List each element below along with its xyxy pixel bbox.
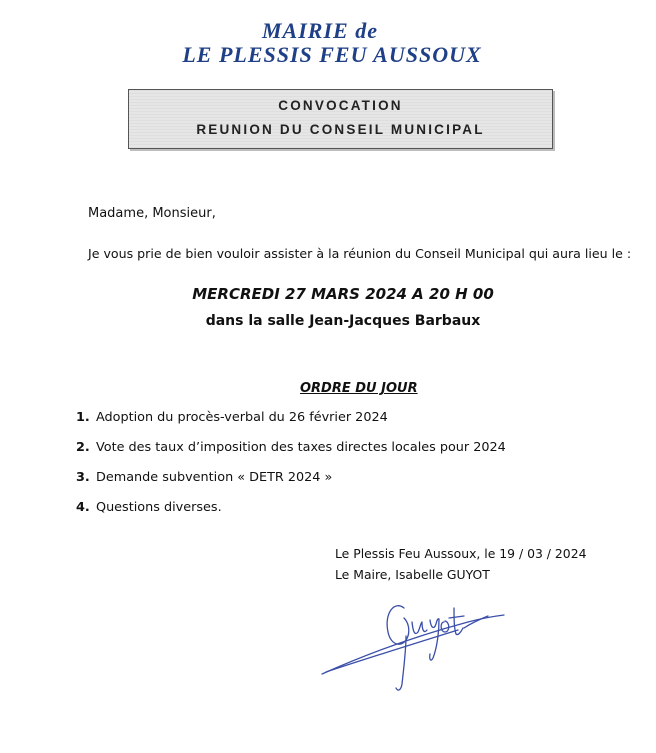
header-commune: LE PLESSIS FEU AUSSOUX (182, 42, 482, 67)
agenda-item-text: Demande subvention « DETR 2024 » (96, 470, 333, 485)
agenda-item-number: 2. (76, 440, 90, 455)
agenda-item (76, 470, 506, 500)
agenda-title: ORDRE DU JOUR (300, 381, 418, 396)
place-and-date: Le Plessis Feu Aussoux, le 19 / 03 / 2024 (335, 546, 587, 561)
agenda-item (76, 440, 506, 470)
header-mairie: MAIRIE de (262, 18, 378, 43)
title-box (128, 89, 553, 149)
agenda-item-number: 3. (76, 470, 90, 485)
signatory: Le Maire, Isabelle GUYOT (335, 567, 490, 582)
agenda-item-text: Vote des taux d’imposition des taxes directes locales pour 2024 (96, 440, 506, 455)
meeting-date: MERCREDI 27 MARS 2024 A 20 H 00 (192, 285, 494, 303)
agenda-item-text: Questions diverses. (96, 500, 222, 515)
agenda-item (76, 500, 506, 530)
agenda-list (76, 410, 506, 530)
salutation: Madame, Monsieur, (88, 206, 216, 221)
agenda-item (76, 410, 506, 440)
title-reunion: REUNION DU CONSEIL MUNICIPAL (196, 122, 485, 137)
title-convocation: CONVOCATION (278, 98, 403, 113)
agenda-item-number: 4. (76, 500, 90, 515)
agenda-item-number: 1. (76, 410, 90, 425)
meeting-place: dans la salle Jean-Jacques Barbaux (205, 313, 481, 329)
intro-paragraph: Je vous prie de bien vouloir assister à la réunion du Conseil Municipal qui aura lieu le : (88, 246, 632, 261)
handwritten-signature (318, 592, 508, 697)
agenda-item-text: Adoption du procès-verbal du 26 février 2024 (96, 410, 388, 425)
